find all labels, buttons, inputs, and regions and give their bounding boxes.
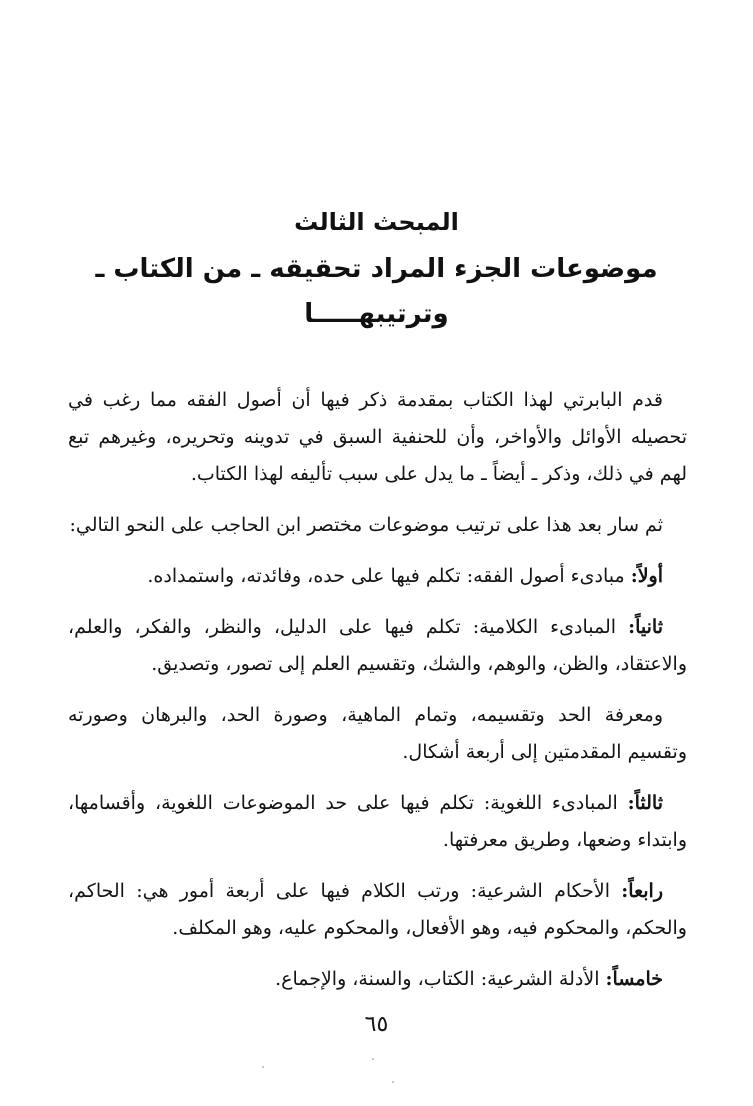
paragraph-third: [68, 785, 687, 859]
body-text: [68, 382, 687, 1012]
scan-speck: [392, 1081, 394, 1083]
paragraph-text: الأحكام الشرعية: ورتب الكلام فيها على أربعة أمور هي: الحاكم، والحكم، والمحكوم فيه، وهو الأفعال، والمحكوم عليه، وهو المكلف.: [68, 880, 687, 939]
paragraph-lead: ثانياً:: [628, 616, 663, 638]
paragraph-text: المبادىء اللغوية: تكلم فيها على حد الموضوعات اللغوية، وأقسامها، وابتداء وضعها، وطريق معرفتها.: [68, 792, 687, 851]
paragraph-lead: أولاً:: [630, 565, 663, 587]
heading-line-2: موضوعات الجزء المراد تحقيقه ـ من الكتاب ـ: [95, 254, 658, 284]
paragraph-lead: ثالثاً:: [627, 792, 663, 814]
paragraph-text: ومعرفة الحد وتقسيمه، وتمام الماهية، وصورة الحد، والبرهان وصورته وتقسيم المقدمتين إلى أربعة أشكال.: [68, 704, 687, 763]
scan-speck: [262, 1066, 264, 1068]
section-heading: [40, 198, 713, 336]
paragraph-text: مبادىء أصول الفقه: تكلم فيها على حده، وفائدته، واستمداده.: [147, 565, 631, 587]
paragraph-lead: رابعاً:: [621, 880, 663, 902]
heading-line-3: وترتيبهـــــا: [304, 299, 449, 329]
paragraph-text: الأدلة الشرعية: الكتاب، والسنة، والإجماع.: [275, 968, 606, 990]
page-number: ٦٥: [364, 1012, 389, 1037]
paragraph-fourth: [68, 873, 687, 947]
paragraph-text: قدم البابرتي لهذا الكتاب بمقدمة ذكر فيها أن أصول الفقه مما رغب في تحصيله الأوائل والأواخر، وأن للحنفية السبق في تدوينه وتحريره، وغيرهم تبع لهم في ذلك، وذكر ـ أيضاً ـ ما يدل على سبب تأليفه لهذا الكتاب.: [68, 389, 687, 485]
paragraph-intro: [68, 382, 687, 493]
paragraph-lead: خامساً:: [605, 968, 663, 990]
paragraph-text: المبادىء الكلامية: تكلم فيها على الدليل، والنظر، والفكر، والعلم، والاعتقاد، والظن، والوهم، والشك، وتقسيم العلم إلى تصور، وتصديق.: [68, 616, 687, 675]
scan-speck: [372, 1058, 374, 1060]
paragraph-fifth: [68, 961, 687, 998]
paragraph-text: ثم سار بعد هذا على ترتيب موضوعات مختصر ابن الحاجب على النحو التالي:: [69, 514, 663, 536]
paragraph-definition: [68, 697, 687, 771]
paragraph-first: [68, 558, 687, 595]
heading-line-1: المبحث الثالث: [294, 208, 459, 236]
paragraph-order: [68, 507, 687, 544]
paragraph-second: [68, 609, 687, 683]
